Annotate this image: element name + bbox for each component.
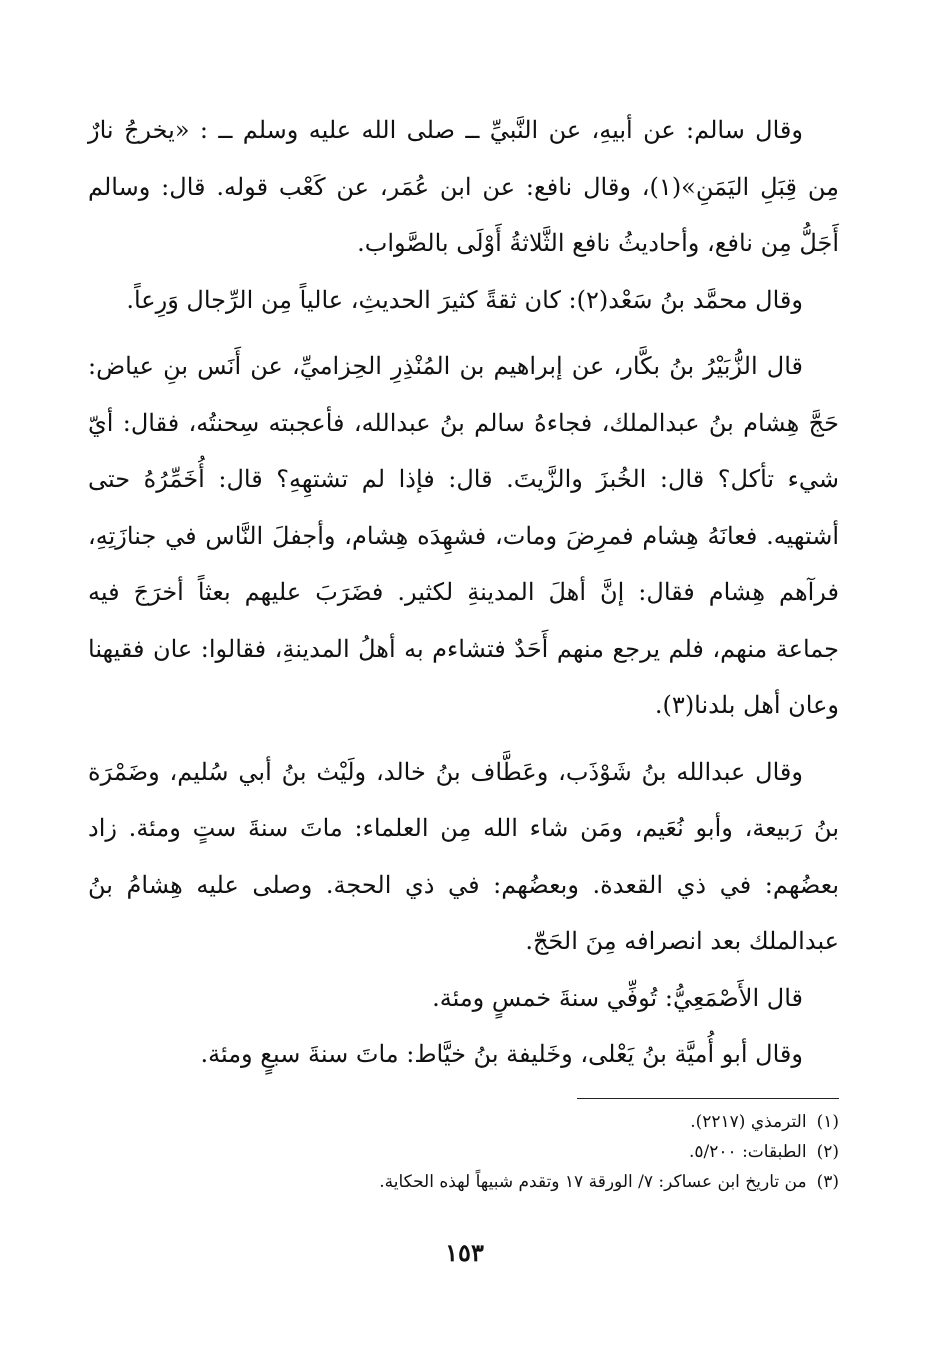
paragraph-zubayr-story: قال الزُّبَيْرُ بنُ بكَّار، عن إبراهيم بن المُنْذِرِ الحِزاميِّ، عن أَنَس بنِ عياض: حَجَّ هِشام بنُ عبدالملك، فجاءهُ سالم بنُ عبدالله، فأعجبته سِحنتُه، فقال: أيّ شيء تأكل؟ قال: الخُبزَ والزَّيتَ. قال: فإذا لم تشتهِهِ؟ قال: أُخَمِّرُهُ حتى أشتهيه. فعانَهُ هِشام فمرِضَ ومات، فشهِدَه هِشام، وأجفلَ النَّاس في جنازَتِهِ، فرآهم هِشام فقال: إنَّ أهلَ المدينةِ لكثير. فضَرَبَ عليهم بعثاً أخرَجَ فيه جماعة منهم، فلم يرجع منهم أَحَدٌ فتشاءم به أهلُ المدينةِ، فقالوا: عان فقيهنا وعان أهل بلدنا(٣).	[88, 352, 840, 719]
footnote-item	[88, 1137, 839, 1167]
paragraph-salim-narration: وقال سالم: عن أبيهِ، عن النَّبيِّ ــ صلى الله عليه وسلم ــ : «يخرجُ نارٌ مِن قِبَلِ اليَمَنِ»(١)، وقال نافع: عن ابن عُمَر، عن كَعْب قوله. قال: وسالم أَجَلُّ مِن نافع، وأحاديثُ نافع الثَّلاثةُ أَوْلَى بالصَّواب.	[88, 116, 840, 257]
paragraph-asmai: قال الأَصْمَعِيُّ: تُوفِّي سنةَ خمسٍ ومئة.	[432, 983, 803, 1012]
main-text	[88, 102, 839, 1083]
paragraph-ibn-sad: وقال محمَّد بنُ سَعْد(٢): كان ثقةً كثيرَ الحديثِ، عالياً مِن الرِّجال وَرِعاً.	[126, 285, 803, 314]
footnote-number: (٢)	[816, 1142, 839, 1162]
footnote-number: (١)	[816, 1112, 839, 1132]
footnote-item	[88, 1107, 839, 1137]
paragraph-death-date: وقال عبدالله بنُ شَوْذَب، وعَطَّاف بنُ خالد، ولَيْث بنُ أبي سُليم، وضَمْرَة بنُ رَبيعة، وأبو نُعَيم، ومَن شاء الله مِن العلماء: ماتَ سنةَ ستٍ ومئة. زاد بعضُهم: في ذي القعدة. وبعضُهم: في ذي الحجة. وصلى عليه هِشامُ بنُ عبدالملك بعد انصرافه مِنَ الحَجّ.	[88, 757, 839, 955]
footnote-text: من تاريخ ابن عساكر: ٧/ الورقة ١٧ وتقدم شبيهاً لهذه الحكاية.	[379, 1172, 807, 1192]
footnote-text: الترمذي (٢٢١٧).	[690, 1112, 807, 1132]
footnote-text: الطبقات: ٥/٢٠٠.	[689, 1142, 807, 1162]
footnotes	[88, 1107, 839, 1197]
page-number: ١٥٣	[445, 1238, 484, 1267]
footnote-divider	[577, 1098, 839, 1099]
paragraph-abu-umayya: وقال أبو أُميَّة بنُ يَعْلى، وخَليفة بنُ خيَّاط: ماتَ سنةَ سبعٍ ومئة.	[200, 1040, 803, 1068]
footnote-number: (٣)	[816, 1172, 839, 1192]
footnote-item	[88, 1167, 839, 1197]
